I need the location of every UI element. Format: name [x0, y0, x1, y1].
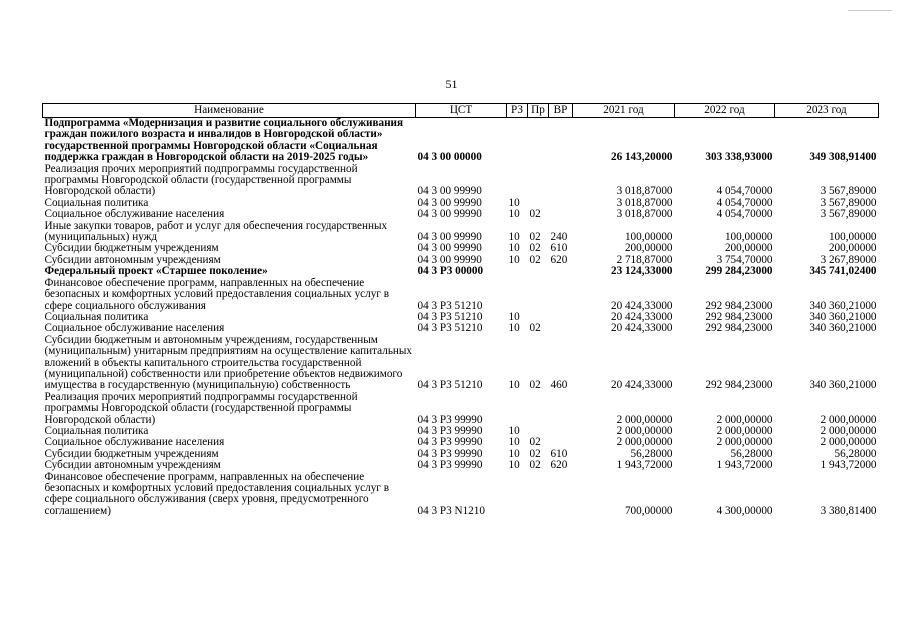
row-cst-cell: 04 3 P3 00000 [417, 265, 484, 278]
row-name-cell: Субсидии бюджетным учреждениям [44, 242, 219, 255]
row-rz-cell: 10 [508, 231, 520, 244]
table-body [43, 118, 879, 518]
row-vr-cell [549, 198, 573, 209]
header-rz: РЗ [507, 104, 528, 118]
budget-table [42, 103, 879, 517]
row-pr-cell: 02 [529, 322, 541, 335]
row-2021-cell: 26 143,20000 [610, 151, 673, 164]
row-name-cell: Финансовое обеспечение программ, направленных на обеспечение безопасных и комфортных условий предоставления социальных услуг в сфере социального обслуживания (сверх уровня, предусмотренного соглашением) [44, 470, 389, 517]
row-2021-cell: 56,28000 [630, 447, 673, 460]
row-2021-cell: 20 424,33000 [610, 322, 673, 335]
row-rz-cell: 10 [508, 459, 520, 472]
row-2021-cell: 23 124,33000 [610, 265, 673, 278]
row-name-cell: Социальное обслуживание населения [44, 436, 225, 449]
row-pr-cell: 02 [529, 436, 541, 449]
row-2023-cell: 340 360,21000 [809, 322, 877, 335]
row-pr-cell [528, 266, 549, 277]
row-vr-cell: 620 [550, 253, 568, 266]
row-2022-cell: 292 984,23000 [705, 379, 773, 392]
row-vr-cell [549, 118, 573, 164]
row-2023-cell: 200,00000 [828, 242, 877, 255]
row-cst-cell: 04 3 00 99990 [417, 253, 482, 266]
row-2022-cell: 56,28000 [730, 447, 773, 460]
header-pr: Пр [528, 104, 549, 118]
row-rz-cell: 10 [508, 310, 520, 323]
row-rz-cell [507, 278, 528, 312]
row-rz-cell: 10 [508, 379, 520, 392]
row-2022-cell: 4 054,70000 [716, 196, 773, 209]
row-vr-cell [549, 392, 573, 426]
row-name-cell: Социальная политика [44, 424, 149, 437]
table-row [43, 392, 879, 426]
row-rz-cell [507, 164, 528, 198]
row-cst-cell: 04 3 00 99990 [417, 185, 482, 198]
row-vr-cell [549, 312, 573, 323]
row-name-cell: Финансовое обеспечение программ, направленных на обеспечение безопасных и комфортных условий предоставления социальных услуг в сфере социального обслуживания [44, 276, 389, 312]
table-row [43, 221, 879, 244]
row-vr-cell [549, 472, 573, 518]
row-2021-cell: 2 000,00000 [616, 424, 673, 437]
row-2022-cell: 2 000,00000 [716, 424, 773, 437]
row-pr-cell: 02 [529, 253, 541, 266]
row-cst-cell: 04 3 P3 99990 [417, 424, 483, 437]
row-pr-cell [528, 118, 549, 164]
row-rz-cell [507, 392, 528, 426]
table-row [43, 460, 879, 471]
row-pr-cell: 02 [529, 379, 541, 392]
table-row [43, 209, 879, 220]
row-name-cell: Федеральный проект «Старшее поколение» [44, 265, 268, 278]
row-2023-cell: 340 360,21000 [809, 299, 877, 312]
row-rz-cell: 10 [508, 447, 520, 460]
row-cst-cell: 04 3 P3 N1210 [417, 504, 485, 517]
table-row [43, 118, 879, 164]
row-2021-cell: 20 424,33000 [610, 379, 673, 392]
table-row [43, 323, 879, 334]
row-2021-cell: 2 000,00000 [616, 436, 673, 449]
row-pr-cell: 02 [529, 231, 541, 244]
row-cst-cell: 04 3 P3 51210 [417, 322, 483, 335]
row-pr-cell [528, 472, 549, 518]
row-rz-cell: 10 [508, 196, 520, 209]
row-2021-cell: 1 943,72000 [616, 459, 673, 472]
row-cst-cell: 04 3 00 99990 [417, 231, 482, 244]
row-2022-cell: 292 984,23000 [705, 310, 773, 323]
row-2022-cell: 292 984,23000 [705, 299, 773, 312]
row-rz-cell: 10 [508, 208, 520, 221]
row-name-cell: Субсидии бюджетным учреждениям [44, 447, 219, 460]
row-2023-cell: 3 567,89000 [820, 208, 877, 221]
row-rz-cell [507, 472, 528, 518]
row-pr-cell: 02 [529, 459, 541, 472]
row-2022-cell: 2 000,00000 [716, 413, 773, 426]
table-row [43, 472, 879, 518]
row-rz-cell [507, 118, 528, 164]
row-2022-cell: 299 284,23000 [705, 265, 773, 278]
row-pr-cell: 02 [529, 208, 541, 221]
row-rz-cell: 10 [508, 424, 520, 437]
header-vr: ВР [549, 104, 573, 118]
table-row [43, 335, 879, 392]
row-pr-cell: 02 [529, 447, 541, 460]
row-pr-cell: 02 [529, 242, 541, 255]
row-rz-cell: 10 [508, 322, 520, 335]
row-2022-cell: 200,00000 [724, 242, 773, 255]
row-rz-cell: 10 [508, 242, 520, 255]
row-name-cell: Субсидии бюджетным и автономным учреждениям, государственным (муниципальным) унитарным предприятиям на осуществление капитальных вложений в объекты капитального строительства государственной (муниципальной) собственности или приобретение объектов недвижимого имущества в государственную (муниципальную) собственность [44, 333, 413, 392]
row-2021-cell: 3 018,87000 [616, 208, 673, 221]
header-2021: 2021 год [573, 104, 675, 118]
row-rz-cell: 10 [508, 436, 520, 449]
row-2022-cell: 1 943,72000 [716, 459, 773, 472]
row-cst-cell: 04 3 P3 51210 [417, 379, 483, 392]
row-name-cell: Социальное обслуживание населения [44, 322, 225, 335]
row-2023-cell: 1 943,72000 [820, 459, 877, 472]
row-name-cell: Подпрограмма «Модернизация и развитие социального обслуживания граждан пожилого возраста и инвалидов в Новгородской области» государственной программы Новгородской области «Социальная поддержка граждан в Новгородской области на 2019-2025 годы» [44, 117, 404, 164]
row-2023-cell: 100,00000 [828, 231, 877, 244]
row-2023-cell: 349 308,91400 [809, 151, 877, 164]
row-2022-cell: 100,00000 [724, 231, 773, 244]
row-name-cell: Субсидии автономным учреждениям [44, 253, 221, 266]
row-vr-cell: 240 [550, 231, 568, 244]
row-2022-cell: 4 054,70000 [716, 208, 773, 221]
row-2023-cell: 345 741,02400 [809, 265, 877, 278]
row-name-cell: Реализация прочих мероприятий подпрограммы государственной программы Новгородской области (государственной программы Новгородской области) [44, 162, 358, 198]
table-row [43, 278, 879, 312]
row-pr-cell [528, 164, 549, 198]
row-rz-cell [507, 266, 528, 277]
row-name-cell: Социальное обслуживание населения [44, 208, 225, 221]
row-2023-cell: 340 360,21000 [809, 310, 877, 323]
row-2023-cell: 2 000,00000 [820, 424, 877, 437]
row-2023-cell: 2 000,00000 [820, 436, 877, 449]
row-vr-cell: 610 [550, 447, 568, 460]
row-2021-cell: 3 018,87000 [616, 185, 673, 198]
header-cst: ЦСТ [416, 104, 507, 118]
row-cst-cell: 04 3 P3 99990 [417, 413, 483, 426]
header-2023: 2023 год [775, 104, 879, 118]
row-2023-cell: 56,28000 [834, 447, 877, 460]
row-2023-cell: 3 267,89000 [820, 253, 877, 266]
header-name: Наименование [43, 104, 416, 118]
row-cst-cell: 04 3 00 99990 [417, 196, 482, 209]
row-vr-cell [549, 426, 573, 437]
row-vr-cell: 460 [550, 379, 568, 392]
row-cst-cell: 04 3 P3 99990 [417, 459, 483, 472]
row-vr-cell: 620 [550, 459, 568, 472]
row-2022-cell: 303 338,93000 [705, 151, 773, 164]
row-2021-cell: 3 018,87000 [616, 196, 673, 209]
row-vr-cell [549, 209, 573, 220]
row-name-cell: Иные закупки товаров, работ и услуг для обеспечения государственных (муниципальных) нужд [44, 219, 388, 244]
row-name-cell: Социальная политика [44, 196, 149, 209]
row-2021-cell: 200,00000 [624, 242, 673, 255]
table-row [43, 266, 879, 277]
row-cst-cell: 04 3 00 00000 [417, 151, 482, 164]
table-header-row [43, 104, 879, 118]
row-vr-cell [549, 323, 573, 334]
row-2021-cell: 2 718,87000 [616, 253, 673, 266]
row-2021-cell: 20 424,33000 [610, 299, 673, 312]
row-2021-cell: 100,00000 [624, 231, 673, 244]
row-2022-cell: 4 054,70000 [716, 185, 773, 198]
row-pr-cell [528, 392, 549, 426]
row-2021-cell: 700,00000 [624, 504, 673, 517]
row-2023-cell: 340 360,21000 [809, 379, 877, 392]
row-2022-cell: 292 984,23000 [705, 322, 773, 335]
row-vr-cell [549, 266, 573, 277]
row-cst-cell: 04 3 00 99990 [417, 242, 482, 255]
row-vr-cell [549, 164, 573, 198]
row-vr-cell [549, 278, 573, 312]
row-2021-cell: 2 000,00000 [616, 413, 673, 426]
row-rz-cell: 10 [508, 253, 520, 266]
row-2023-cell: 3 567,89000 [820, 196, 877, 209]
row-2022-cell: 3 754,70000 [716, 253, 773, 266]
row-2023-cell: 3 380,81400 [820, 504, 877, 517]
row-2022-cell: 2 000,00000 [716, 436, 773, 449]
row-cst-cell: 04 3 P3 99990 [417, 436, 483, 449]
row-2023-cell: 2 000,00000 [820, 413, 877, 426]
header-2022: 2022 год [675, 104, 775, 118]
row-name-cell: Субсидии автономным учреждениям [44, 459, 221, 472]
table-row [43, 164, 879, 198]
row-cst-cell: 04 3 P3 51210 [417, 310, 483, 323]
row-cst-cell: 04 3 P3 99990 [417, 447, 483, 460]
row-cst-cell: 04 3 P3 51210 [417, 299, 483, 312]
page-number: 51 [445, 77, 458, 91]
row-cst-cell: 04 3 00 99990 [417, 208, 482, 221]
row-pr-cell [528, 278, 549, 312]
row-vr-cell: 610 [550, 242, 568, 255]
row-name-cell: Социальная политика [44, 310, 149, 323]
row-2023-cell: 3 567,89000 [820, 185, 877, 198]
scan-edge-mark [848, 10, 892, 11]
row-2022-cell: 4 300,00000 [716, 504, 773, 517]
row-2021-cell: 20 424,33000 [610, 310, 673, 323]
row-name-cell: Реализация прочих мероприятий подпрограммы государственной программы Новгородской области (государственной программы Новгородской области) [44, 390, 358, 426]
